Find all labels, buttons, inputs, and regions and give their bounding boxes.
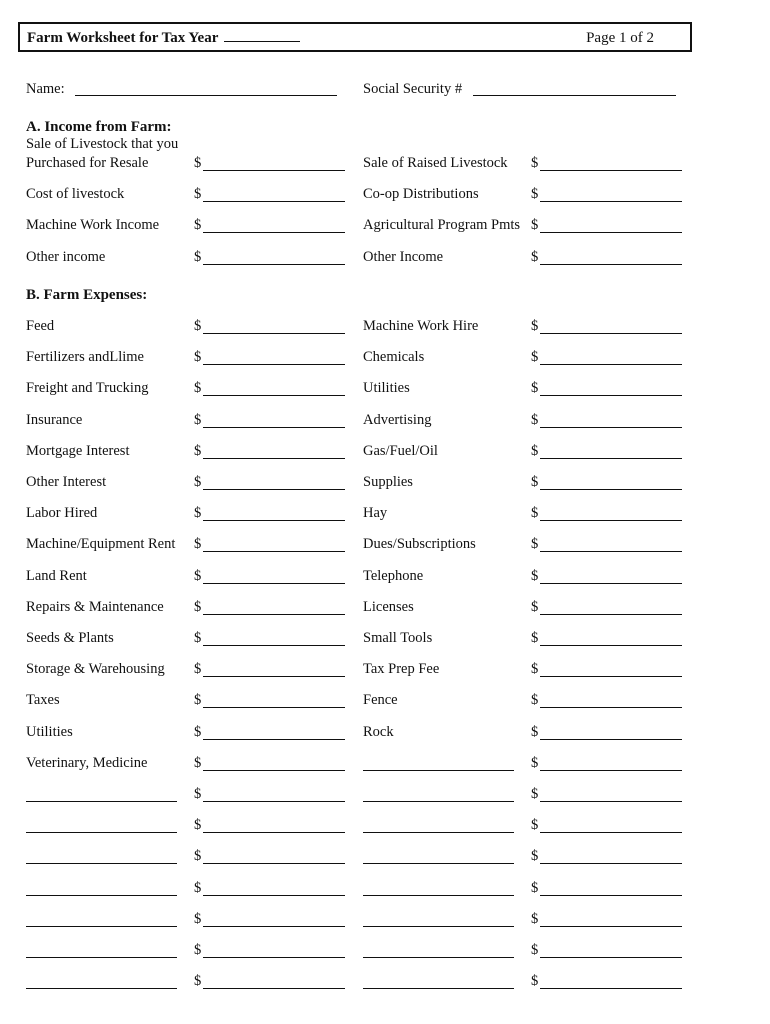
- expense-right-dollar-sign: $: [531, 942, 539, 958]
- expense-left-amount-field[interactable]: [203, 427, 345, 428]
- expense-right-custom-label-field[interactable]: [363, 926, 514, 927]
- income-left-label: Machine Work Income: [26, 217, 160, 234]
- expense-right-amount-field[interactable]: [540, 676, 682, 677]
- expense-right-dollar-sign: $: [531, 754, 539, 771]
- expense-left-amount-field[interactable]: [203, 489, 345, 490]
- expense-right-label: Hay: [363, 505, 388, 522]
- expense-right-dollar-sign: $: [531, 973, 539, 990]
- expense-left-label: Insurance: [26, 411, 83, 428]
- income-left-label: Purchased for Resale: [26, 155, 149, 171]
- expense-right-amount-field[interactable]: [540, 957, 682, 958]
- expense-left-dollar-sign: $: [194, 505, 202, 522]
- income-right-label: Sale of Raised Livestock: [363, 155, 508, 171]
- form-title: [27, 29, 300, 47]
- expense-left-custom-label-field[interactable]: [26, 957, 177, 958]
- expense-right-dollar-sign: $: [531, 474, 539, 490]
- form-title-text: Farm Worksheet for Tax Year: [27, 30, 219, 46]
- expense-left-label: Taxes: [26, 692, 60, 709]
- expense-right-label: Machine Work Hire: [363, 318, 479, 334]
- section-b-heading: B. Farm Expenses:: [26, 287, 148, 303]
- expense-right-custom-label-field[interactable]: [363, 770, 514, 771]
- income-left-dollar-sign: $: [194, 186, 202, 203]
- income-right-label: Agricultural Program Pmts: [363, 217, 521, 234]
- expense-left-amount-field[interactable]: [203, 614, 345, 615]
- expense-right-amount-field[interactable]: [540, 801, 682, 802]
- expense-right-amount-field[interactable]: [540, 895, 682, 896]
- expense-right-dollar-sign: $: [531, 630, 539, 646]
- form-header: [18, 22, 692, 52]
- expense-left-label: Machine/Equipment Rent: [26, 536, 176, 553]
- section-a-subline: Sale of Livestock that you: [26, 136, 179, 152]
- income-right-amount-field[interactable]: [540, 170, 682, 171]
- expense-right-dollar-sign: $: [531, 817, 539, 834]
- expense-right-amount-field[interactable]: [540, 926, 682, 927]
- expense-right-dollar-sign: $: [531, 598, 539, 615]
- income-right-amount-field[interactable]: [540, 201, 682, 202]
- expense-left-dollar-sign: $: [194, 692, 202, 709]
- expense-left-label: Land Rent: [26, 567, 87, 584]
- name-field[interactable]: [75, 95, 337, 96]
- tax-year-field[interactable]: [224, 29, 300, 42]
- expense-right-dollar-sign: $: [531, 848, 539, 865]
- income-left-amount-field[interactable]: [203, 264, 345, 265]
- expense-right-amount-field[interactable]: [540, 520, 682, 521]
- expense-left-dollar-sign: $: [194, 630, 202, 646]
- expense-left-label: Storage & Warehousing: [26, 661, 165, 678]
- expense-right-dollar-sign: $: [531, 411, 539, 428]
- expense-left-dollar-sign: $: [194, 598, 202, 615]
- expense-right-custom-label-field[interactable]: [363, 988, 514, 989]
- page-number: Page 1 of 2: [586, 30, 654, 46]
- income-right-label: Co-op Distributions: [363, 186, 479, 203]
- income-right-dollar-sign: $: [531, 155, 539, 171]
- expense-right-amount-field[interactable]: [540, 707, 682, 708]
- expense-right-amount-field[interactable]: [540, 583, 682, 584]
- expense-right-label: Gas/Fuel/Oil: [363, 442, 438, 459]
- expense-left-amount-field[interactable]: [203, 551, 345, 552]
- income-right-dollar-sign: $: [531, 217, 539, 234]
- expense-right-label: Tax Prep Fee: [363, 661, 440, 678]
- name-label: Name:: [26, 81, 65, 97]
- expense-left-label: Veterinary, Medicine: [26, 754, 148, 771]
- expense-left-dollar-sign: $: [194, 942, 202, 958]
- expense-right-amount-field[interactable]: [540, 614, 682, 615]
- expense-left-label: Mortgage Interest: [26, 442, 130, 459]
- expense-right-label: Dues/Subscriptions: [363, 536, 476, 553]
- expense-left-label: Utilities: [26, 723, 73, 740]
- expense-left-custom-label-field[interactable]: [26, 988, 177, 989]
- expense-right-dollar-sign: $: [531, 505, 539, 522]
- income-left-amount-field[interactable]: [203, 232, 345, 233]
- expense-right-dollar-sign: $: [531, 661, 539, 678]
- expense-left-amount-field[interactable]: [203, 707, 345, 708]
- expense-left-label: Labor Hired: [26, 505, 98, 522]
- expense-left-dollar-sign: $: [194, 474, 202, 490]
- expense-right-custom-label-field[interactable]: [363, 957, 514, 958]
- expense-left-label: Repairs & Maintenance: [26, 598, 164, 615]
- expense-left-dollar-sign: $: [194, 567, 202, 584]
- expense-right-dollar-sign: $: [531, 536, 539, 553]
- expense-right-dollar-sign: $: [531, 879, 539, 896]
- expense-right-amount-field[interactable]: [540, 364, 682, 365]
- expense-left-dollar-sign: $: [194, 879, 202, 896]
- expense-right-dollar-sign: $: [531, 380, 539, 397]
- income-left-dollar-sign: $: [194, 248, 202, 265]
- expense-left-dollar-sign: $: [194, 536, 202, 553]
- expense-right-label: Supplies: [363, 474, 413, 490]
- expense-left-dollar-sign: $: [194, 910, 202, 927]
- expense-right-label: Telephone: [363, 567, 424, 584]
- expense-left-amount-field[interactable]: [203, 832, 345, 833]
- income-left-label: Other income: [26, 248, 106, 265]
- expense-left-amount-field[interactable]: [203, 895, 345, 896]
- expense-right-dollar-sign: $: [531, 692, 539, 709]
- income-right-amount-field[interactable]: [540, 232, 682, 233]
- expense-right-amount-field[interactable]: [540, 832, 682, 833]
- expense-right-label: Chemicals: [363, 349, 425, 366]
- expense-right-dollar-sign: $: [531, 567, 539, 584]
- expense-left-dollar-sign: $: [194, 380, 202, 397]
- expense-left-label: Other Interest: [26, 474, 107, 490]
- expense-right-amount-field[interactable]: [540, 551, 682, 552]
- income-right-dollar-sign: $: [531, 186, 539, 203]
- expense-left-label: Fertilizers andLlime: [26, 349, 144, 366]
- expense-left-amount-field[interactable]: [203, 863, 345, 864]
- expense-right-amount-field[interactable]: [540, 427, 682, 428]
- expense-right-amount-field[interactable]: [540, 863, 682, 864]
- expense-left-custom-label-field[interactable]: [26, 926, 177, 927]
- expense-right-custom-label-field[interactable]: [363, 801, 514, 802]
- expense-left-custom-label-field[interactable]: [26, 863, 177, 864]
- expense-left-amount-field[interactable]: [203, 364, 345, 365]
- income-left-amount-field[interactable]: [203, 201, 345, 202]
- expense-left-dollar-sign: $: [194, 723, 202, 740]
- expense-left-amount-field[interactable]: [203, 520, 345, 521]
- expense-left-amount-field[interactable]: [203, 957, 345, 958]
- expense-right-dollar-sign: $: [531, 910, 539, 927]
- expense-left-amount-field[interactable]: [203, 988, 345, 989]
- expense-left-dollar-sign: $: [194, 848, 202, 865]
- income-right-dollar-sign: $: [531, 248, 539, 265]
- income-left-label: Cost of livestock: [26, 186, 125, 203]
- section-a-heading: A. Income from Farm:: [26, 119, 172, 135]
- expense-right-label: Small Tools: [363, 630, 433, 646]
- expense-right-label: Rock: [363, 723, 394, 740]
- expense-left-dollar-sign: $: [194, 973, 202, 990]
- expense-right-amount-field[interactable]: [540, 739, 682, 740]
- expense-right-label: Fence: [363, 692, 398, 709]
- expense-right-amount-field[interactable]: [540, 988, 682, 989]
- expense-right-label: Advertising: [363, 411, 432, 428]
- expense-left-label: Seeds & Plants: [26, 630, 114, 646]
- expense-right-dollar-sign: $: [531, 723, 539, 740]
- expense-left-custom-label-field[interactable]: [26, 832, 177, 833]
- expense-right-amount-field[interactable]: [540, 770, 682, 771]
- expense-left-amount-field[interactable]: [203, 739, 345, 740]
- expense-right-custom-label-field[interactable]: [363, 895, 514, 896]
- expense-left-custom-label-field[interactable]: [26, 801, 177, 802]
- expense-left-dollar-sign: $: [194, 411, 202, 428]
- expense-left-amount-field[interactable]: [203, 801, 345, 802]
- expense-left-amount-field[interactable]: [203, 583, 345, 584]
- expense-right-amount-field[interactable]: [540, 458, 682, 459]
- expense-right-custom-label-field[interactable]: [363, 863, 514, 864]
- expense-right-label: Utilities: [363, 380, 410, 397]
- expense-left-amount-field[interactable]: [203, 458, 345, 459]
- expense-left-amount-field[interactable]: [203, 770, 345, 771]
- expense-left-amount-field[interactable]: [203, 926, 345, 927]
- expense-left-dollar-sign: $: [194, 349, 202, 366]
- expense-left-dollar-sign: $: [194, 786, 202, 802]
- income-right-amount-field[interactable]: [540, 264, 682, 265]
- expense-left-amount-field[interactable]: [203, 333, 345, 334]
- income-left-dollar-sign: $: [194, 155, 202, 171]
- income-right-label: Other Income: [363, 248, 444, 265]
- expense-left-dollar-sign: $: [194, 817, 202, 834]
- ssn-field[interactable]: [473, 95, 676, 96]
- expense-left-dollar-sign: $: [194, 442, 202, 459]
- expense-right-dollar-sign: $: [531, 318, 539, 334]
- expense-left-amount-field[interactable]: [203, 395, 345, 396]
- expense-left-label: Freight and Trucking: [26, 380, 149, 397]
- expense-right-dollar-sign: $: [531, 349, 539, 366]
- expense-right-amount-field[interactable]: [540, 645, 682, 646]
- expense-left-custom-label-field[interactable]: [26, 895, 177, 896]
- expense-right-custom-label-field[interactable]: [363, 832, 514, 833]
- expense-right-label: Licenses: [363, 598, 414, 615]
- expense-left-label: Feed: [26, 318, 55, 334]
- expense-right-amount-field[interactable]: [540, 333, 682, 334]
- expense-left-dollar-sign: $: [194, 661, 202, 678]
- expense-right-dollar-sign: $: [531, 786, 539, 802]
- expense-right-dollar-sign: $: [531, 442, 539, 459]
- income-left-amount-field[interactable]: [203, 170, 345, 171]
- expense-right-amount-field[interactable]: [540, 489, 682, 490]
- expense-left-dollar-sign: $: [194, 318, 202, 334]
- ssn-label: Social Security #: [363, 81, 463, 97]
- income-left-dollar-sign: $: [194, 217, 202, 234]
- expense-left-amount-field[interactable]: [203, 676, 345, 677]
- expense-right-amount-field[interactable]: [540, 395, 682, 396]
- expense-left-dollar-sign: $: [194, 754, 202, 771]
- expense-left-amount-field[interactable]: [203, 645, 345, 646]
